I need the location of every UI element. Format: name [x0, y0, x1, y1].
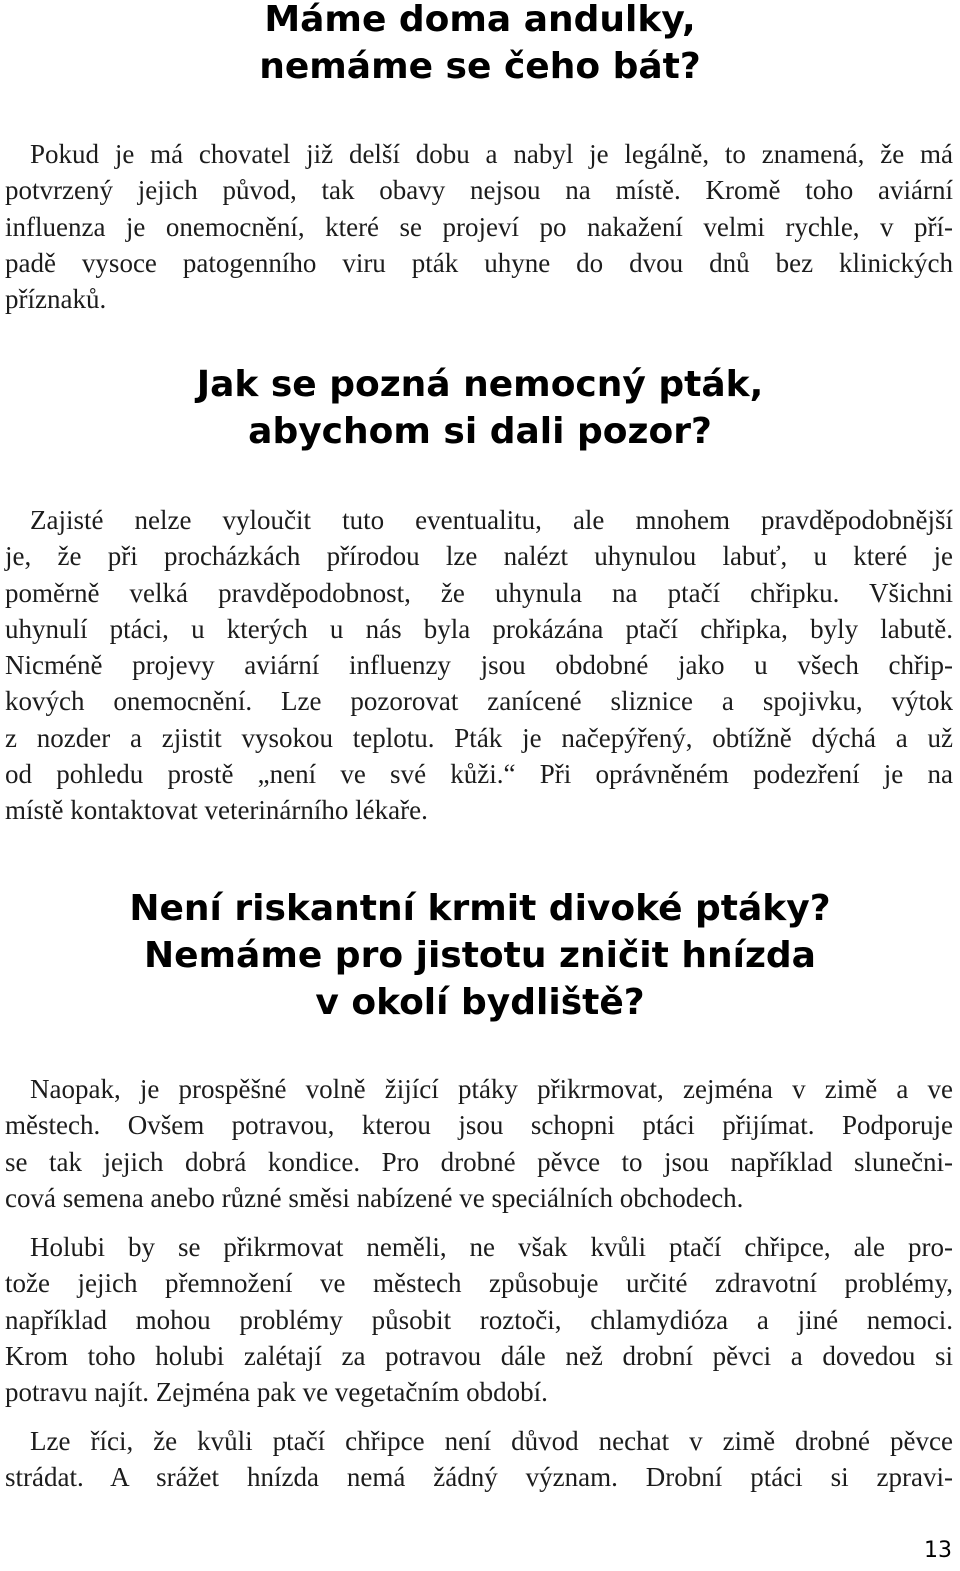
heading-line: Jak se pozná nemocný pták, [196, 364, 764, 405]
paragraph-pigeons [5, 1229, 953, 1410]
paragraph-feeding [5, 1071, 953, 1216]
text-line: například mohou problémy působit roztoči, chlamydióza a jiné nemoci. [5, 1304, 953, 1335]
text-line: Pokud je má chovatel již delší dobu a nabyl je legálně, to znamená, že má [30, 139, 953, 169]
text-line: od pohledu prostě „není ve své kůži.“ Při oprávněném podezření je na [5, 759, 953, 790]
heading-line: v okolí bydliště? [315, 982, 645, 1023]
page-number: 13 [924, 1538, 952, 1563]
text-line: městech. Ovšem potravou, kterou jsou schopni ptáci přijímat. Podporuje [5, 1110, 953, 1141]
text-line: Nicméně projevy aviární influenzy jsou obdobné jako u všech chřip- [5, 650, 953, 681]
text-line: cová semena anebo různé směsi nabízené ve speciálních obchodech. [5, 1182, 744, 1213]
text-line: z nozder a zjistit vysokou teplotu. Pták je načepýřený, obtížně dýchá a už [5, 722, 953, 753]
heading-line: nemáme se čeho bát? [259, 46, 701, 87]
text-line: příznaků. [5, 284, 107, 315]
text-line: Naopak, je prospěšné volně žijící ptáky přikrmovat, zejména v zimě a ve [30, 1074, 953, 1104]
text-line: tože jejich přemnožení ve městech způsobuje určité zdravotní problémy, [5, 1268, 953, 1299]
text-line: padě vysoce patogenního viru pták uhyne do dvou dnů bez klinických [5, 247, 953, 278]
text-line: influenza je onemocnění, které se projeví po nakažení velmi rychle, v pří- [5, 211, 953, 242]
text-line: potravu najít. Zejména pak ve vegetačním období. [5, 1377, 548, 1408]
heading-line: Nemáme pro jistotu zničit hnízda [144, 935, 816, 976]
text-line: místě kontaktovat veterinárního lékaře. [5, 795, 428, 826]
heading-line: abychom si dali pozor? [248, 411, 712, 452]
text-line: uhynulí ptáci, u kterých u nás byla prokázána ptačí chřipka, byly labutě. [5, 613, 953, 644]
paragraph-sick-bird [5, 502, 953, 829]
text-line: kových onemocnění. Lze pozorovat zanícené sliznice a spojivku, výtok [5, 686, 953, 717]
text-line: Krom toho holubi zalétají za potravou dále než drobní pěvci a dovedou si [5, 1340, 953, 1371]
heading-feeding-wild-birds [0, 885, 960, 1026]
heading-line: Máme doma andulky, [264, 0, 696, 40]
text-line: Lze říci, že kvůli ptačí chřipce není důvod nechat v zimě drobné pěvce [30, 1426, 953, 1456]
heading-sick-bird [0, 361, 960, 455]
text-line: Zajisté nelze vyloučit tuto eventualitu, ale mnohem pravděpodobnější [30, 505, 953, 535]
text-line: potvrzený jejich původ, tak obavy nejsou na místě. Kromě toho aviární [5, 175, 953, 206]
text-line: je, že při procházkách přírodou lze nalézt uhynulou labuť, u které je [5, 541, 953, 572]
heading-budgies [0, 0, 960, 90]
paragraph-budgies [5, 136, 953, 317]
paragraph-nests [5, 1423, 953, 1496]
text-line: Holubi by se přikrmovat neměli, ne však kvůli ptačí chřipce, ale pro- [30, 1232, 953, 1262]
text-line: se tak jejich dobrá kondice. Pro drobné pěvce to jsou například slunečni- [5, 1146, 953, 1177]
text-line: strádat. A srážet hnízda nemá žádný význam. Drobní ptáci si zpravi- [5, 1462, 953, 1493]
heading-line: Není riskantní krmit divoké ptáky? [129, 888, 831, 929]
text-line: poměrně velká pravděpodobnost, že uhynula na ptačí chřipku. Všichni [5, 577, 953, 608]
